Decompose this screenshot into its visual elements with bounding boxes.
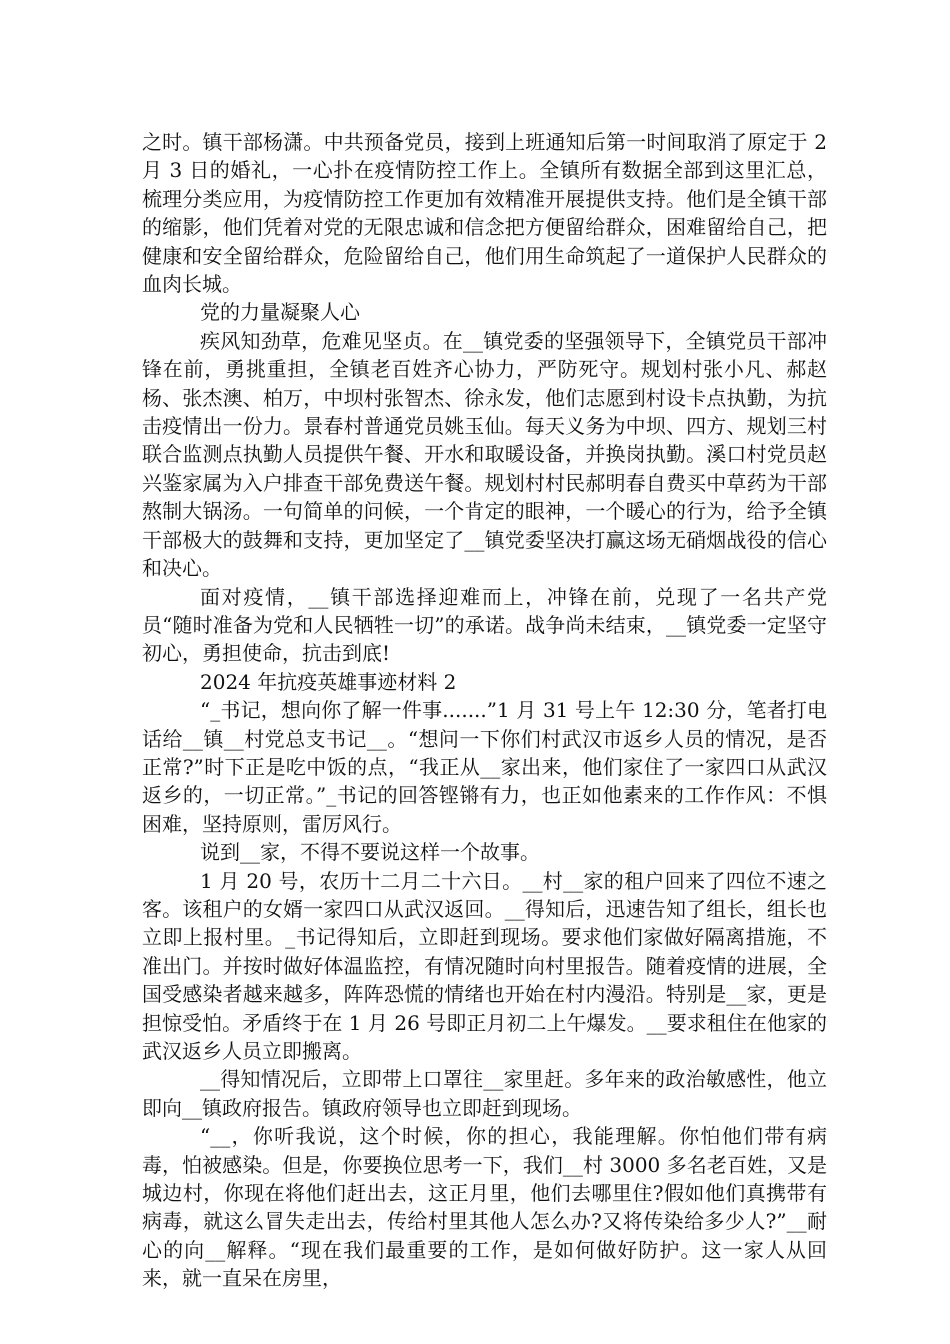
paragraph: 面对疫情，__镇干部选择迎难而上，冲锋在前，兑现了一名共产党员“随时准备为党和人民牺牲一切”的承诺。战争尚未结束，__镇党委一定坚守初心，勇担使命，抗击到底!	[142, 584, 827, 666]
paragraph: 说到__家，不得不要说这样一个故事。	[200, 840, 540, 865]
paragraph-continuation: 之时。镇干部杨潇。中共预备党员，接到上班通知后第一时间取消了原定于 2 月 3 日的婚礼，一心扑在疫情防控工作上。全镇所有数据全部到这里汇总，梳理分类应用，为疫情防控工作更加有效精准开展提供支持。他们是全镇干部的缩影，他们凭着对党的无限忠诚和信念把方便留给群众，困难留给自己，把健康和安全留给群众，危险留给自己，他们用生命筑起了一道保护人民群众的血肉长城。	[142, 130, 827, 297]
paragraph: 1 月 20 号，农历十二月二十六日。__村__家的租户回来了四位不速之客。该租户的女婿一家四口从武汉返回。__得知后，迅速告知了组长，组长也立即上报村里。_书记得知后，立即赶到现场。要求他们家做好隔离措施，不准出门。并按时做好体温监控，有情况随时向村里报告。随着疫情的进展，全国受感染者越来越多，阵阵恐慌的情绪也开始在村内漫沿。特别是__家，更是担惊受怕。矛盾终于在 1 月 26 号即正月初二上午爆发。__要求租住在他家的武汉返乡人员立即搬离。	[142, 868, 827, 1063]
paragraph: “__，你听我说，这个时候，你的担心，我能理解。你怕他们带有病毒，怕被感染。但是，你要换位思考一下，我们__村 3000 多名老百姓，又是城边村，你现在将他们赶出去，这正月里，他们去哪里住?假如他们真携带有病毒，就这么冒失走出去，传给村里其他人怎么办?又将传染给多少人?”__耐心的向__解释。“现在我们最重要的工作，是如何做好防护。这一家人从回来，就一直呆在房里，	[142, 1124, 827, 1291]
paragraph: 疾风知劲草，危难见坚贞。在__镇党委的坚强领导下，全镇党员干部冲锋在前，勇挑重担，全镇老百姓齐心协力，严防死守。规划村张小凡、郝赵杨、张杰澳、柏万，中坝村张智杰、徐永发，他们志愿到村设卡点执勤，为抗击疫情出一份力。景春村普通党员姚玉仙。每天义务为中坝、四方、规划三村联合监测点执勤人员提供午餐、开水和取暖设备，并换岗执勤。溪口村党员赵兴鉴家属为入户排查干部免费送午餐。规划村村民郝明春自费买中草药为干部熬制大锅汤。一句简单的问候，一个肯定的眼神，一个暖心的行为，给予全镇干部极大的鼓舞和支持，更加坚定了__镇党委坚决打赢这场无硝烟战役的信心和决心。	[142, 328, 827, 581]
section-heading: 2024 年抗疫英雄事迹材料 2	[200, 669, 457, 694]
section-heading: 党的力量凝聚人心	[200, 300, 360, 325]
document-body	[142, 128, 827, 1293]
paragraph: __得知情况后，立即带上口罩往__家里赶。多年来的政治敏感性，他立即向__镇政府报告。镇政府领导也立即赶到现场。	[142, 1067, 827, 1120]
paragraph: “_书记，想向你了解一件事.......”1 月 31 号上午 12:30 分，笔者打电话给__镇__村党总支书记__。“想问一下你们村武汉市返乡人员的情况，是否正常?”时下正是吃中饭的点，“我正从__家出来，他们家住了一家四口从武汉返乡的，一切正常。”_书记的回答铿锵有力，也正如他素来的工作作风：不惧困难，坚持原则，雷厉风行。	[142, 698, 827, 836]
